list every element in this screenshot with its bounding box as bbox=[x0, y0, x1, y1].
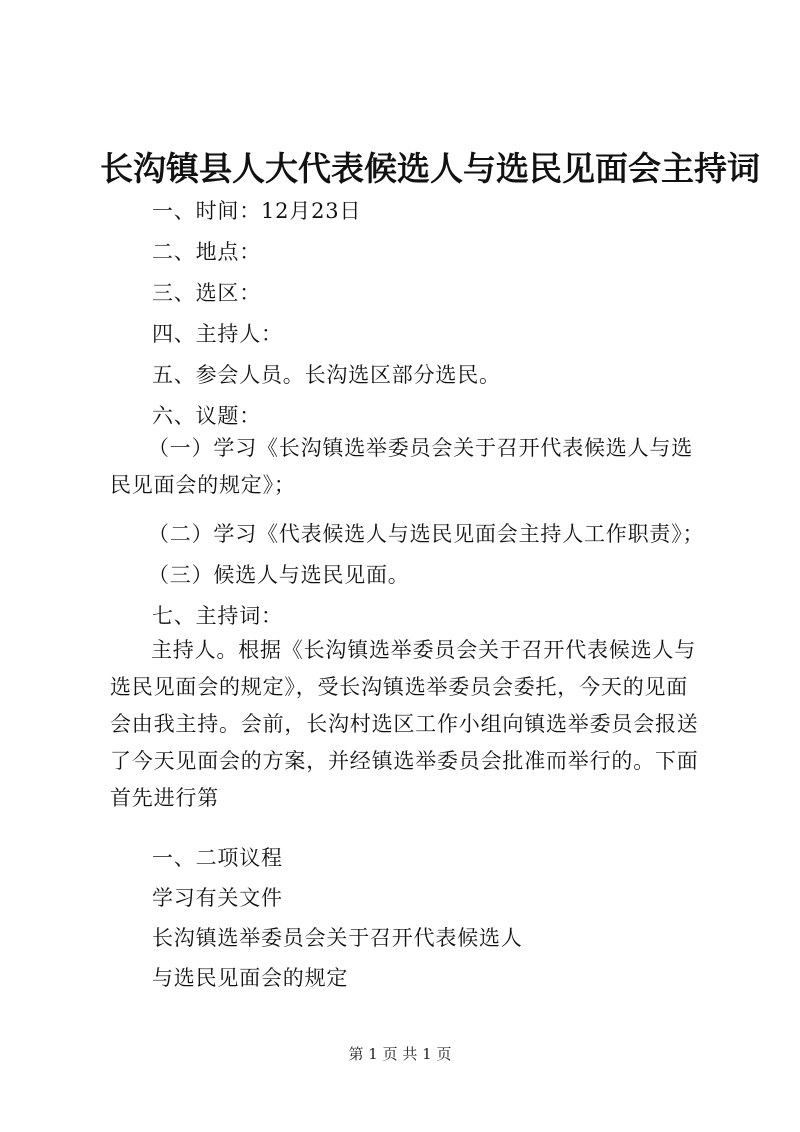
tail-line-2: 学习有关文件 bbox=[152, 886, 283, 910]
agenda-item-3: （三）候选人与选民见面。 bbox=[148, 563, 410, 587]
page-footer: 第 1 页 共 1 页 bbox=[348, 1045, 452, 1063]
tail-line-1: 一、二项议程 bbox=[152, 846, 283, 870]
document-title: 长沟镇县人大代表候选人与选民见面会主持词 bbox=[100, 149, 760, 188]
tail-line-3: 长沟镇选举委员会关于召开代表候选人 bbox=[152, 926, 523, 950]
item-district: 三、选区： bbox=[152, 281, 261, 305]
item-attendees: 五、参会人员。长沟选区部分选民。 bbox=[152, 363, 501, 387]
item-host: 四、主持人： bbox=[152, 322, 283, 346]
item-topics: 六、议题： bbox=[152, 404, 261, 428]
agenda-item-2: （二）学习《代表候选人与选民见面会主持人工作职责》； bbox=[148, 522, 705, 546]
agenda-item-1: （一）学习《长沟镇选举委员会关于召开代表候选人与选民见面会的规定》； bbox=[110, 436, 693, 497]
host-speech-paragraph: 主持人。根据《长沟镇选举委员会关于召开代表候选人与选民见面会的规定》，受长沟镇选举委员会委托，今天的见面会由我主持。会前，长沟村选区工作小组向镇选举委员会报送了今天见面会的方案，并经镇选举委员会批准而举行的。下面首先进行第 bbox=[110, 638, 699, 810]
section-host-speech-heading: 七、主持词： bbox=[152, 604, 283, 628]
tail-line-4: 与选民见面会的规定 bbox=[152, 966, 349, 990]
item-time: 一、时间：12月23日 bbox=[152, 199, 362, 223]
item-location: 二、地点： bbox=[152, 240, 261, 264]
